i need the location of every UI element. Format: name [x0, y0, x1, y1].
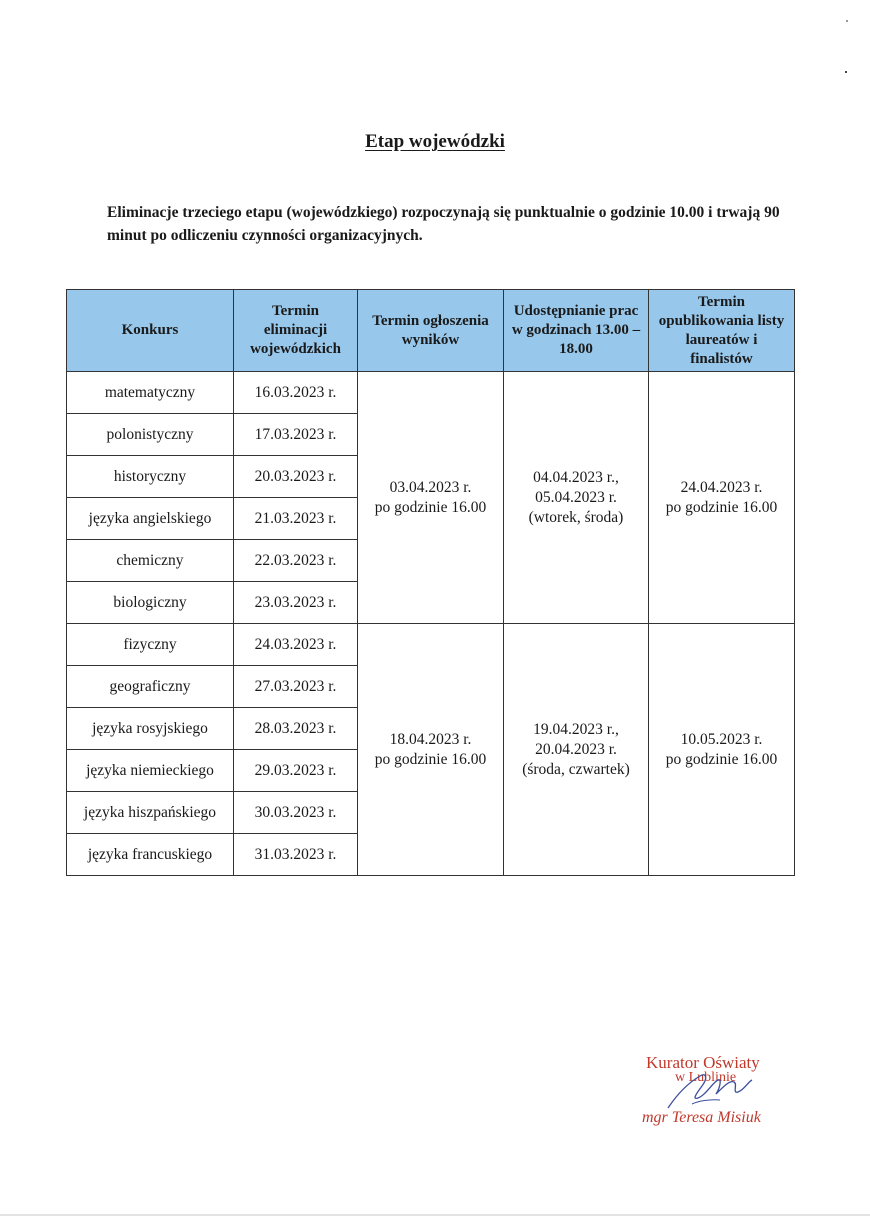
cell-konkurs: języka niemieckiego — [67, 750, 234, 792]
cell-termin-eliminacji: 31.03.2023 r. — [234, 834, 358, 876]
cell-udostepnianie-prac-line: 19.04.2023 r., — [533, 720, 619, 738]
cell-termin-ogloszenia-line: po godzinie 16.00 — [374, 498, 487, 516]
cell-termin-eliminacji: 17.03.2023 r. — [234, 414, 358, 456]
header-konkurs: Konkurs — [67, 290, 234, 372]
cell-termin-ogloszenia — [358, 624, 504, 876]
cell-termin-eliminacji: 20.03.2023 r. — [234, 456, 358, 498]
cell-termin-eliminacji: 21.03.2023 r. — [234, 498, 358, 540]
cell-termin-eliminacji: 27.03.2023 r. — [234, 666, 358, 708]
cell-termin-opublikowania-line: po godzinie 16.00 — [665, 750, 778, 768]
cell-udostepnianie-prac — [504, 372, 649, 624]
cell-konkurs: języka rosyjskiego — [67, 708, 234, 750]
cell-konkurs: polonistyczny — [67, 414, 234, 456]
stamp-title: Kurator Oświaty — [646, 1053, 760, 1072]
cell-termin-eliminacji: 28.03.2023 r. — [234, 708, 358, 750]
cell-konkurs: chemiczny — [67, 540, 234, 582]
table-row — [67, 624, 795, 666]
cell-udostepnianie-prac-line: 04.04.2023 r., — [533, 468, 619, 486]
cell-termin-ogloszenia-line: 18.04.2023 r. — [389, 730, 472, 748]
stamp-signatory: mgr Teresa Misiuk — [642, 1109, 761, 1126]
curator-stamp — [628, 1050, 798, 1140]
stamp-city: w Lublinie — [675, 1070, 737, 1085]
scan-speck — [845, 71, 847, 73]
cell-konkurs: historyczny — [67, 456, 234, 498]
cell-termin-opublikowania — [649, 624, 795, 876]
cell-udostepnianie-prac-line: 05.04.2023 r. — [535, 488, 617, 506]
header-udostepnianie-prac: Udostępnianie prac w godzinach 13.00 – 18.00 — [504, 290, 649, 372]
schedule-table — [66, 289, 795, 876]
page-title: Etap wojewódzki — [365, 131, 505, 152]
cell-konkurs: języka angielskiego — [67, 498, 234, 540]
header-termin-opublikowania: Termin opublikowania listy laureatów i finalistów — [649, 290, 795, 372]
cell-udostepnianie-prac-line: (środa, czwartek) — [522, 760, 630, 778]
scan-edge-line — [0, 1214, 870, 1216]
cell-konkurs: języka francuskiego — [67, 834, 234, 876]
cell-termin-opublikowania — [649, 372, 795, 624]
cell-termin-eliminacji: 16.03.2023 r. — [234, 372, 358, 414]
cell-termin-ogloszenia-line: 03.04.2023 r. — [389, 478, 472, 496]
handwritten-signature — [658, 1068, 758, 1113]
header-termin-eliminacji: Termin eliminacji wojewódzkich — [234, 290, 358, 372]
cell-udostepnianie-prac-line: (wtorek, środa) — [528, 508, 624, 526]
cell-termin-opublikowania-line: 24.04.2023 r. — [680, 478, 763, 496]
cell-udostepnianie-prac-line: 20.04.2023 r. — [535, 740, 617, 758]
intro-paragraph: Eliminacje trzeciego etapu (wojewódzkiego) rozpoczynają się punktualnie o godzinie 10.00 i trwają 90 minut po odliczeniu czynności organizacyjnych. — [107, 204, 780, 244]
table-body — [67, 372, 795, 876]
header-termin-ogloszenia: Termin ogłoszenia wyników — [358, 290, 504, 372]
cell-termin-eliminacji: 23.03.2023 r. — [234, 582, 358, 624]
cell-termin-eliminacji: 29.03.2023 r. — [234, 750, 358, 792]
table-row — [67, 372, 795, 414]
cell-udostepnianie-prac — [504, 624, 649, 876]
cell-termin-eliminacji: 22.03.2023 r. — [234, 540, 358, 582]
cell-termin-eliminacji: 24.03.2023 r. — [234, 624, 358, 666]
cell-termin-opublikowania-line: po godzinie 16.00 — [665, 498, 778, 516]
cell-konkurs: matematyczny — [67, 372, 234, 414]
cell-konkurs: geograficzny — [67, 666, 234, 708]
scan-speck — [846, 20, 848, 22]
cell-termin-eliminacji: 30.03.2023 r. — [234, 792, 358, 834]
cell-konkurs: fizyczny — [67, 624, 234, 666]
cell-konkurs: języka hiszpańskiego — [67, 792, 234, 834]
cell-konkurs: biologiczny — [67, 582, 234, 624]
cell-termin-ogloszenia — [358, 372, 504, 624]
cell-termin-ogloszenia-line: po godzinie 16.00 — [374, 750, 487, 768]
cell-termin-opublikowania-line: 10.05.2023 r. — [680, 730, 763, 748]
table-header-row — [67, 290, 795, 372]
